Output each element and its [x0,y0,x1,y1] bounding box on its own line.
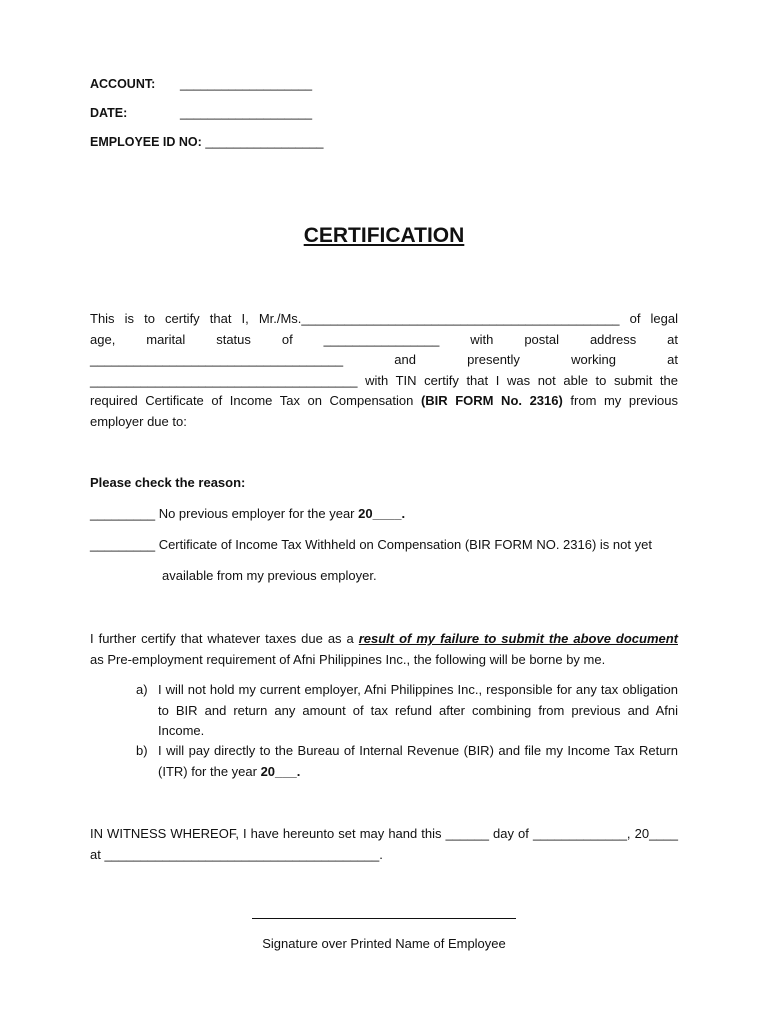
document-title: CERTIFICATION [303,224,465,247]
reason-2-checkbox-blank[interactable]: _________ [90,537,156,552]
list-text-b-year: 20___. [260,763,301,779]
witness-line-2: at ______________________________________. [90,846,383,862]
account-row [90,77,312,91]
date-field[interactable]: ___________________ [180,106,313,120]
certify-line-2: age, marital status of ________________ with postal address at [90,331,678,347]
certify-line-6: employer due to: [90,413,187,429]
list-item-b [136,741,678,782]
employee-id-label: EMPLOYEE ID NO: [90,135,202,149]
witness-line-1: IN WITNESS WHEREOF, I have hereunto set may hand this ______ day of _____________, 20____ [90,826,678,841]
reason-1-year: 20____. [358,506,406,521]
witness-paragraph [90,824,678,865]
account-label: ACCOUNT: [90,77,156,91]
reason-heading: Please check the reason: [90,475,246,490]
bir-form-reference: (BIR FORM No. 2316) [420,393,563,408]
further-emphasis: result of my failure to submit the above document [358,631,678,646]
reason-1-checkbox-blank[interactable]: _________ [90,506,156,521]
signature-line[interactable] [252,918,516,919]
further-text: I further certify that whatever taxes due as a [90,631,359,646]
list-text-b-body: I will pay directly to the Bureau of Internal Revenue (BIR) and file my Income Tax Return (ITR) for the year [158,743,678,779]
list-marker-b: b) [136,743,148,758]
date-label: DATE: [90,106,128,120]
further-certify-paragraph [90,629,678,670]
certify-line-4: _____________________________________ with TIN certify that I was not able to submit the [90,372,678,388]
list-text-a: I will not hold my current employer, Afni Philippines Inc., responsible for any tax obligation to BIR and return any amount of tax refund after combining from previous and Afni Income. [158,682,678,738]
reason-1-text: No previous employer for the year [155,506,359,521]
employee-id-field[interactable]: _________________ [205,135,324,149]
list-marker-a: a) [136,682,148,697]
reason-2-continuation: available from my previous employer. [162,568,377,583]
further-line-1 [90,629,678,650]
employee-id-row [90,135,324,149]
reason-option-2[interactable] [90,537,652,552]
certify-line-3: ___________________________________ and presently working at [90,352,678,367]
reason-2-text: Certificate of Income Tax Withheld on Compensation (BIR FORM NO. 2316) is not yet [155,537,652,552]
certify-line-5 [90,391,678,412]
further-line-2: as Pre-employment requirement of Afni Philippines Inc., the following will be borne by me. [90,651,606,667]
certify-paragraph [90,309,678,432]
list-item-a [136,680,678,742]
certify-line-5-end: from my previous [562,393,678,408]
date-row [90,106,312,120]
reason-option-1[interactable] [90,506,405,521]
certify-line-1: This is to certify that I, Mr./Ms.____________________________________________ of legal [90,311,678,326]
list-text-b [158,741,678,782]
signature-caption: Signature over Printed Name of Employee [262,936,506,951]
account-field[interactable]: ___________________ [180,77,313,91]
certify-line-5-text: required Certificate of Income Tax on Compensation [90,393,421,408]
